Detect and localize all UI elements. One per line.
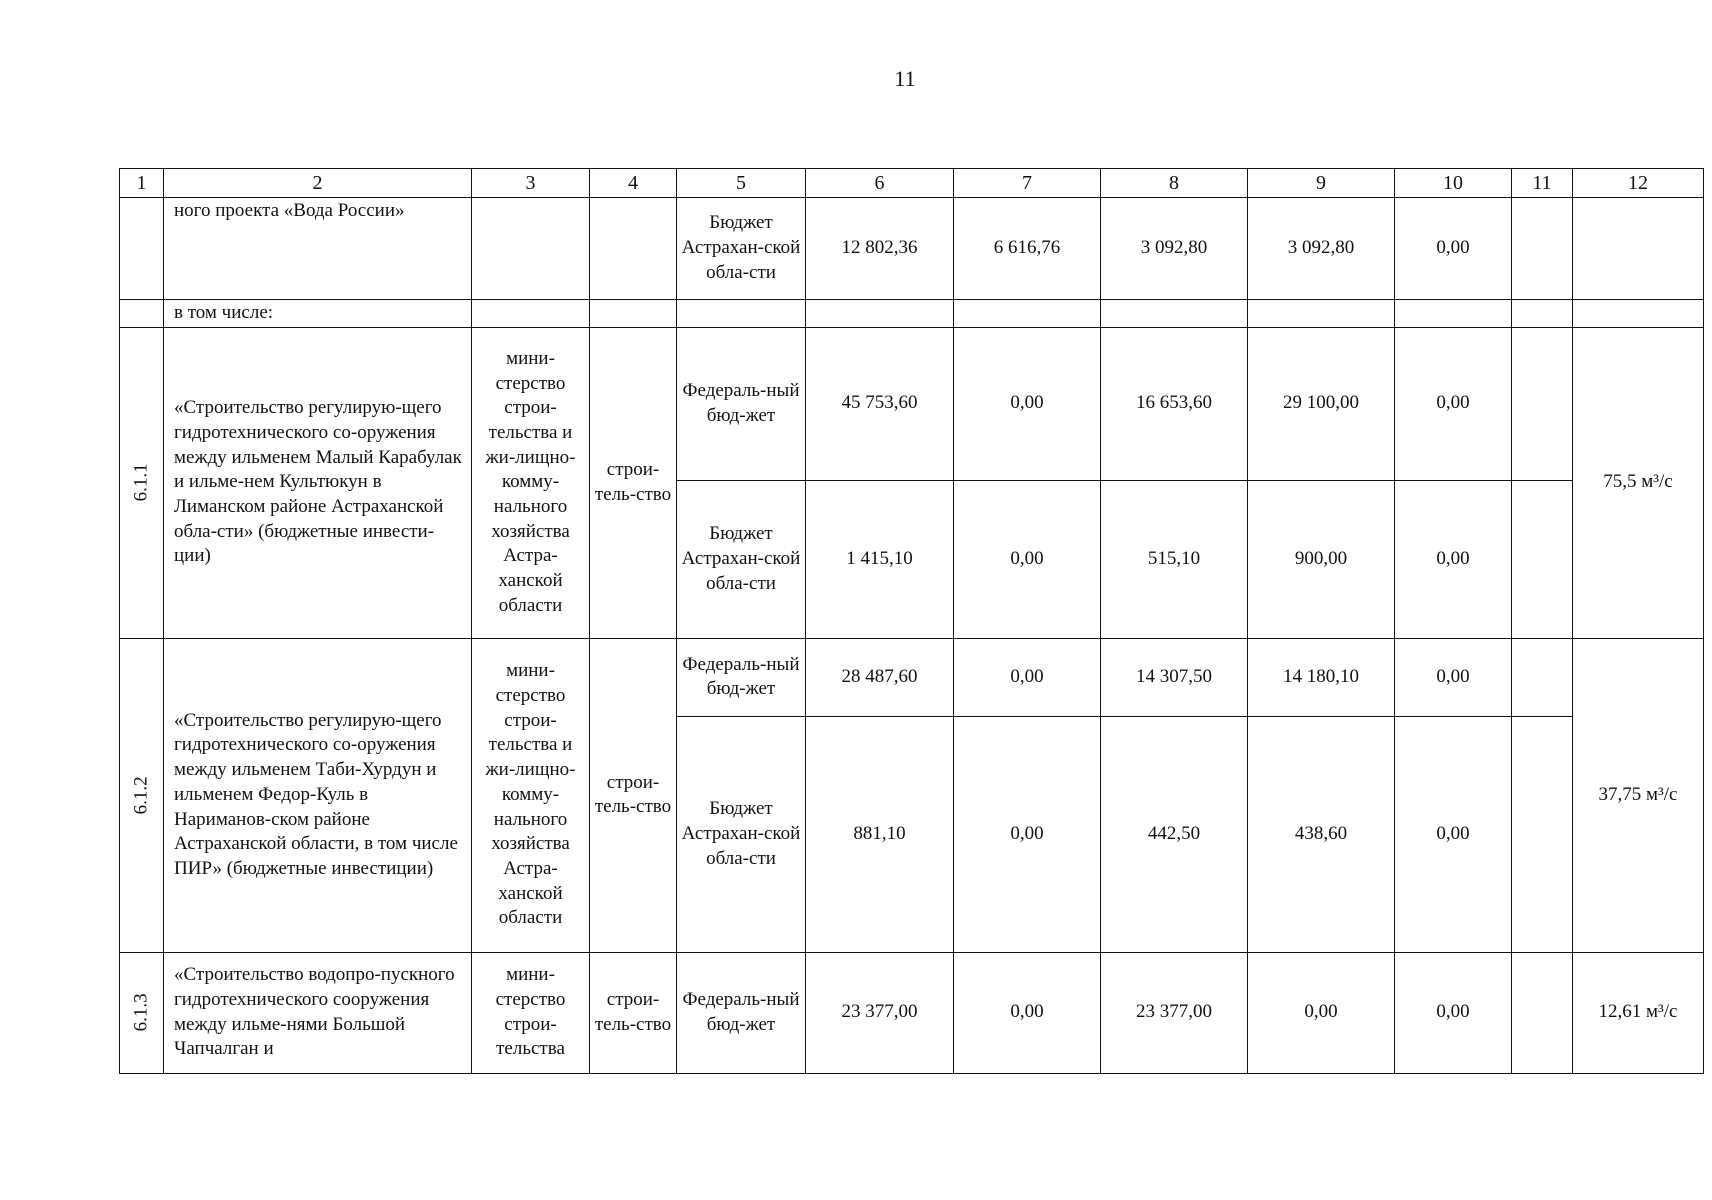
table-row xyxy=(120,327,1704,480)
row-number-cell xyxy=(120,198,164,300)
row-number: 6.1.1 xyxy=(130,463,152,502)
amount-cell: 0,00 xyxy=(954,327,1101,480)
column-number: 2 xyxy=(164,169,472,198)
amount-cell: 0,00 xyxy=(1248,952,1395,1073)
amount-cell: 900,00 xyxy=(1248,480,1395,638)
work-type-cell: строи-тель-ство xyxy=(590,327,677,638)
empty-cell xyxy=(1512,198,1573,300)
amount-cell: 6 616,76 xyxy=(954,198,1101,300)
amount-cell: 0,00 xyxy=(1395,716,1512,952)
amount-cell: 0,00 xyxy=(1395,198,1512,300)
measure-name-cell: «Строительство водопро-пускного гидротехнического сооружения между ильме-нями Большой Чапчалган и xyxy=(164,952,472,1073)
budget-table xyxy=(119,168,1704,1074)
funding-source-cell: Федераль-ный бюд-жет xyxy=(677,638,806,716)
amount-cell: 45 753,60 xyxy=(806,327,954,480)
result-cell xyxy=(1573,198,1704,300)
row-number: 6.1.2 xyxy=(130,776,152,815)
amount-cell: 0,00 xyxy=(954,638,1101,716)
column-number: 11 xyxy=(1512,169,1573,198)
empty-cell xyxy=(677,300,806,328)
measure-name-cell: ного проекта «Вода России» xyxy=(164,198,472,300)
row-number-cell xyxy=(120,952,164,1073)
column-number: 12 xyxy=(1573,169,1704,198)
column-number: 10 xyxy=(1395,169,1512,198)
amount-cell: 12 802,36 xyxy=(806,198,954,300)
amount-cell: 442,50 xyxy=(1101,716,1248,952)
column-number: 7 xyxy=(954,169,1101,198)
empty-cell xyxy=(1395,300,1512,328)
empty-cell xyxy=(1248,300,1395,328)
executor-cell: мини-стерство строи-тельства и жи-лищно-комму-нального хозяйства Астра-ханской области xyxy=(472,327,590,638)
amount-cell: 1 415,10 xyxy=(806,480,954,638)
funding-source-cell: Федераль-ный бюд-жет xyxy=(677,327,806,480)
work-type-cell: строи-тель-ство xyxy=(590,638,677,952)
amount-cell: 881,10 xyxy=(806,716,954,952)
table-row xyxy=(120,638,1704,716)
empty-cell xyxy=(472,300,590,328)
executor-cell: мини-стерство строи-тельства xyxy=(472,952,590,1073)
amount-cell: 14 307,50 xyxy=(1101,638,1248,716)
empty-cell xyxy=(954,300,1101,328)
amount-cell: 29 100,00 xyxy=(1248,327,1395,480)
result-cell: 37,75 м³/с xyxy=(1573,638,1704,952)
funding-source-cell: Бюджет Астрахан-ской обла-сти xyxy=(677,198,806,300)
amount-cell: 14 180,10 xyxy=(1248,638,1395,716)
amount-cell: 0,00 xyxy=(954,952,1101,1073)
measure-name-cell: «Строительство регулирую-щего гидротехнического со-оружения между ильменем Малый Карабулак и ильме-нем Культюкун в Лиманском районе Астраханской обла-сти» (бюджетные инвести-ции) xyxy=(164,327,472,638)
row-number-cell xyxy=(120,327,164,638)
funding-source-cell: Бюджет Астрахан-ской обла-сти xyxy=(677,716,806,952)
amount-cell: 0,00 xyxy=(954,480,1101,638)
amount-cell: 438,60 xyxy=(1248,716,1395,952)
amount-cell: 28 487,60 xyxy=(806,638,954,716)
amount-cell: 23 377,00 xyxy=(806,952,954,1073)
amount-cell: 3 092,80 xyxy=(1101,198,1248,300)
amount-cell: 0,00 xyxy=(1395,952,1512,1073)
funding-source-cell: Федераль-ный бюд-жет xyxy=(677,952,806,1073)
amount-cell: 0,00 xyxy=(1395,638,1512,716)
amount-cell: 23 377,00 xyxy=(1101,952,1248,1073)
column-number: 9 xyxy=(1248,169,1395,198)
empty-cell xyxy=(590,300,677,328)
result-cell: 12,61 м³/с xyxy=(1573,952,1704,1073)
column-number: 4 xyxy=(590,169,677,198)
empty-cell xyxy=(1512,638,1573,716)
table-row xyxy=(120,952,1704,1073)
column-number: 3 xyxy=(472,169,590,198)
column-number: 1 xyxy=(120,169,164,198)
empty-cell xyxy=(1512,952,1573,1073)
amount-cell: 515,10 xyxy=(1101,480,1248,638)
amount-cell: 0,00 xyxy=(1395,327,1512,480)
empty-cell xyxy=(1512,300,1573,328)
empty-cell xyxy=(1101,300,1248,328)
amount-cell: 3 092,80 xyxy=(1248,198,1395,300)
amount-cell: 0,00 xyxy=(1395,480,1512,638)
table-row xyxy=(120,198,1704,300)
result-cell: 75,5 м³/с xyxy=(1573,327,1704,638)
measure-name-cell: «Строительство регулирую-щего гидротехнического со-оружения между ильменем Таби-Хурдун и ильменем Федор-Куль в Нариманов-ском районе Астраханской области, в том числе ПИР» (бюджетные инвестиции) xyxy=(164,638,472,952)
empty-cell xyxy=(1512,327,1573,480)
empty-cell xyxy=(1512,716,1573,952)
column-number: 8 xyxy=(1101,169,1248,198)
page-number: 11 xyxy=(894,66,916,91)
empty-cell xyxy=(1573,300,1704,328)
executor-cell xyxy=(472,198,590,300)
amount-cell: 0,00 xyxy=(954,716,1101,952)
including-label: в том числе: xyxy=(164,300,472,328)
empty-cell xyxy=(806,300,954,328)
row-number-cell xyxy=(120,300,164,328)
executor-cell: мини-стерство строи-тельства и жи-лищно-комму-нального хозяйства Астра-ханской области xyxy=(472,638,590,952)
row-number-cell xyxy=(120,638,164,952)
column-number: 5 xyxy=(677,169,806,198)
empty-cell xyxy=(1512,480,1573,638)
work-type-cell xyxy=(590,198,677,300)
amount-cell: 16 653,60 xyxy=(1101,327,1248,480)
column-number-header-row xyxy=(120,169,1704,198)
funding-source-cell: Бюджет Астрахан-ской обла-сти xyxy=(677,480,806,638)
row-number: 6.1.3 xyxy=(130,993,152,1032)
column-number: 6 xyxy=(806,169,954,198)
table-row xyxy=(120,300,1704,328)
work-type-cell: строи-тель-ство xyxy=(590,952,677,1073)
